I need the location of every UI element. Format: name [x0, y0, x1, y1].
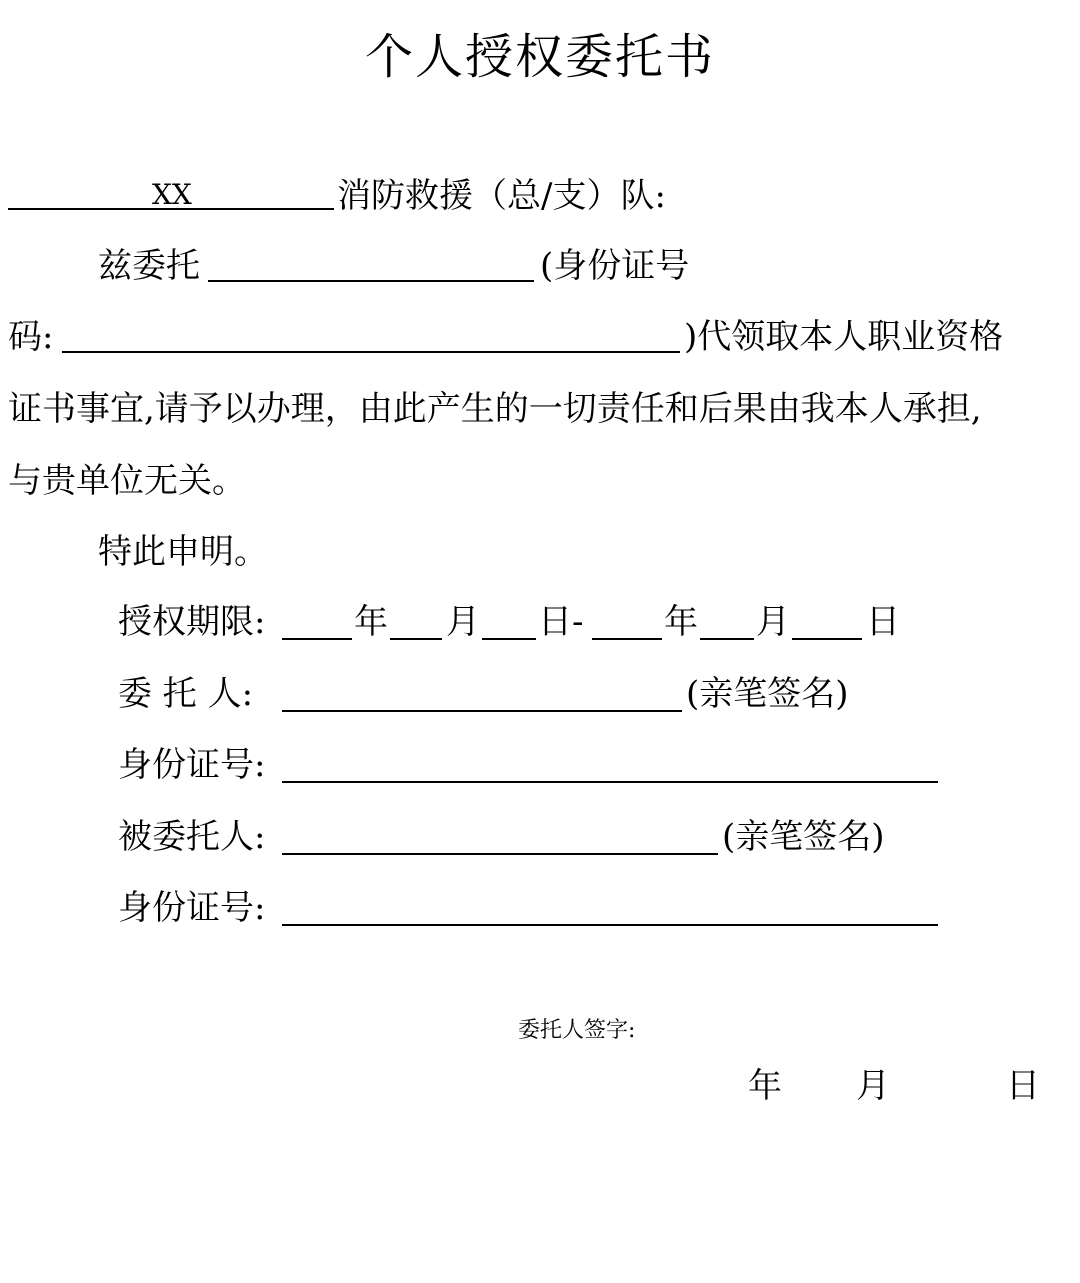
agent-id-label: 身份证号: [118, 888, 266, 928]
period-label: 授权期限: [118, 602, 266, 642]
period-dash: - [572, 602, 584, 642]
id-number-prefix: 码: [8, 317, 54, 357]
page-title: 个人授权委托书 [364, 29, 715, 85]
id-number-open: (身份证号 [540, 246, 690, 286]
end-day-blank[interactable] [792, 638, 862, 640]
agent-signature-blank[interactable] [282, 853, 718, 855]
end-year-char: 年 [664, 602, 698, 642]
principal-signature-blank[interactable] [282, 710, 682, 712]
agent-signature-note: (亲笔签名) [722, 817, 885, 857]
start-year-blank[interactable] [282, 638, 352, 640]
principal-id-label: 身份证号: [118, 745, 266, 785]
agent-label: 被委托人: [118, 817, 266, 857]
addressee-text: 消防救援（总/支）队: [337, 176, 666, 216]
agent-id-blank[interactable] [62, 351, 680, 353]
principal-signature-note: (亲笔签名) [686, 674, 849, 714]
responsibility-text: 证书事宜,请予以办理，由此产生的一切责任和后果由我本人承担, [8, 389, 982, 429]
unit-name-value: XX [152, 178, 192, 211]
principal-id-blank[interactable] [282, 781, 938, 783]
principal-sign-label: 委托人签字: [518, 1018, 636, 1043]
declaration-text: 特此申明。 [98, 532, 268, 572]
start-day-char: 日 [538, 602, 572, 642]
unrelated-text: 与贵单位无关。 [8, 461, 246, 501]
footer-day-char: 日 [1006, 1066, 1040, 1106]
agent-name-blank[interactable] [208, 280, 534, 282]
start-year-char: 年 [354, 602, 388, 642]
agent-id-blank[interactable] [282, 924, 938, 926]
start-day-blank[interactable] [482, 638, 536, 640]
entrust-prefix: 兹委托 [98, 246, 200, 286]
collect-text: )代领取本人职业资格 [684, 317, 1004, 357]
principal-label: 委 托 人: [118, 674, 254, 714]
footer-year-char: 年 [748, 1066, 782, 1106]
end-month-blank[interactable] [700, 638, 754, 640]
start-month-char: 月 [446, 602, 480, 642]
end-day-char: 日 [866, 602, 900, 642]
footer-month-char: 月 [856, 1066, 890, 1106]
end-month-char: 月 [756, 602, 790, 642]
start-month-blank[interactable] [390, 638, 442, 640]
end-year-blank[interactable] [592, 638, 662, 640]
